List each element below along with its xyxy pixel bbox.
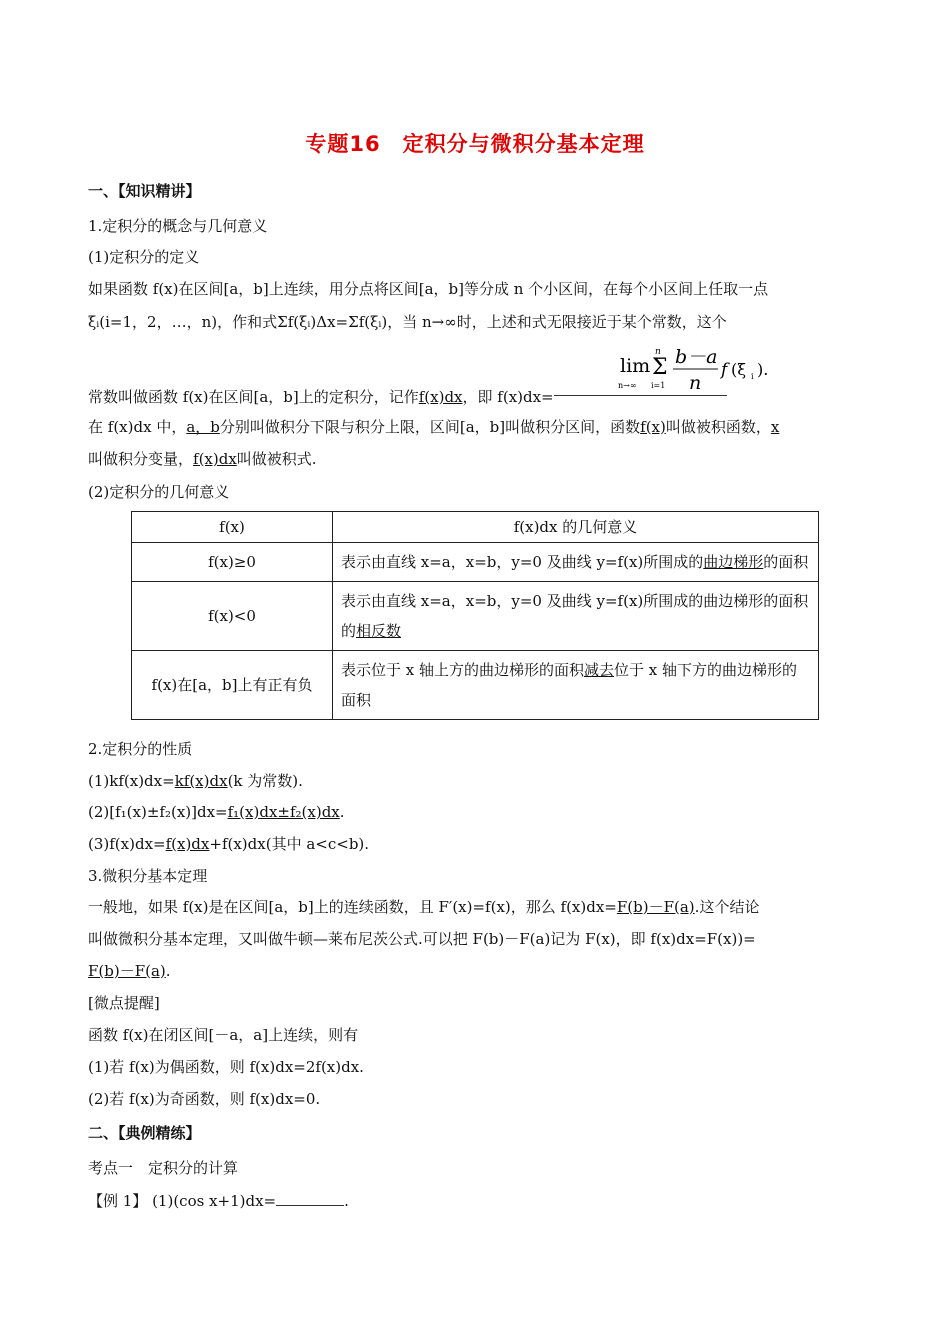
text: . bbox=[339, 803, 345, 821]
section-heading-examples: 二、【典例精练】 bbox=[88, 1124, 201, 1142]
text: (2)[f₁(x)±f₂(x)]dx= bbox=[88, 803, 228, 821]
text: 叫做被积函数， bbox=[665, 418, 771, 436]
table-cell bbox=[333, 651, 819, 720]
svg-text:i=1: i=1 bbox=[651, 381, 666, 390]
text: 表示由直线 x=a，x=b，y=0 及曲线 y=f(x)所围成的 bbox=[341, 553, 704, 571]
text: 分别叫做积分下限与积分上限，区间[a，b]叫做积分区间，函数 bbox=[219, 418, 641, 436]
property-line bbox=[88, 801, 868, 823]
underlined-answer: F(b)－F(a) bbox=[616, 898, 695, 916]
paragraph-line: ξᵢ(i=1，2，…，n)，作和式Σf(ξᵢ)Δx=Σf(ξᵢ)，当 n→∞时，上述和式无限接近于某个常数，这个 bbox=[88, 313, 727, 331]
text: 位于 x 轴下方的曲边梯形的面积 bbox=[341, 661, 798, 709]
subheading-properties: 2.定积分的性质 bbox=[88, 740, 193, 758]
paragraph-line: 如果函数 f(x)在区间[a，b]上连续，用分点将区间[a，b]等分成 n 个小区间，在每个小区间上任取一点 bbox=[88, 280, 769, 298]
underlined-answer: f(x) bbox=[640, 418, 666, 436]
svg-text:i: i bbox=[751, 372, 754, 381]
underlined-answer: 曲边梯形 bbox=[703, 553, 764, 571]
underlined-answer: a，b bbox=[186, 418, 220, 436]
svg-text:n: n bbox=[655, 347, 661, 357]
text: . bbox=[165, 962, 171, 980]
underlined-answer: F(b)－F(a) bbox=[88, 962, 166, 980]
paragraph-line bbox=[88, 386, 868, 408]
subheading-theorem: 3.微积分基本定理 bbox=[88, 867, 208, 885]
table-cell bbox=[333, 543, 819, 582]
svg-text:n: n bbox=[689, 372, 702, 394]
text: .这个结论 bbox=[694, 898, 760, 916]
table-cell: f(x)在[a，b]上有正有负 bbox=[132, 651, 333, 720]
svg-text:(ξ: (ξ bbox=[731, 360, 747, 379]
table-cell: f(x)≥0 bbox=[132, 543, 333, 582]
table-row bbox=[132, 512, 819, 543]
underlined-answer: f₁(x)dx±f₂(x)dx bbox=[227, 803, 340, 821]
property-line bbox=[88, 770, 868, 792]
underlined-answer: f(x)dx bbox=[165, 835, 210, 853]
fill-blank bbox=[276, 1191, 344, 1206]
example-question bbox=[88, 1190, 868, 1212]
table-row bbox=[132, 651, 819, 720]
text: 的面积 bbox=[763, 553, 809, 571]
fill-blank bbox=[554, 394, 727, 396]
underlined-answer: 减去 bbox=[584, 661, 615, 679]
table-cell: f(x)<0 bbox=[132, 582, 333, 651]
text: 叫做积分变量， bbox=[88, 450, 194, 468]
paragraph-line bbox=[88, 896, 868, 918]
underlined-answer: f(x)dx bbox=[418, 388, 463, 406]
svg-text:).: ). bbox=[757, 360, 769, 379]
svg-text:n→∞: n→∞ bbox=[618, 381, 637, 390]
underlined-answer: f(x)dx bbox=[193, 450, 237, 468]
text: 一般地，如果 f(x)是在区间[a，b]上的连续函数，且 F′(x)=f(x)，那么 f(x)dx= bbox=[88, 898, 617, 916]
tip-line: (1)若 f(x)为偶函数，则 f(x)dx=2f(x)dx. bbox=[88, 1058, 364, 1076]
svg-text:lim: lim bbox=[620, 355, 651, 377]
underlined-answer: x bbox=[770, 418, 780, 436]
topic-heading: 考点一 定积分的计算 bbox=[88, 1159, 239, 1177]
text: (3)f(x)dx= bbox=[88, 835, 166, 853]
text: +f(x)dx(其中 a<c<b). bbox=[209, 835, 370, 853]
page-title: 专题16 定积分与微积分基本定理 bbox=[305, 132, 645, 156]
table-cell bbox=[333, 582, 819, 651]
table-row bbox=[132, 582, 819, 651]
svg-text:b－a: b－a bbox=[675, 346, 718, 368]
paragraph-line bbox=[88, 960, 868, 982]
subheading-concept: 1.定积分的概念与几何意义 bbox=[88, 217, 268, 235]
underlined-answer: kf(x)dx bbox=[174, 772, 228, 790]
table-header-cell: f(x) bbox=[132, 512, 333, 543]
paragraph-line bbox=[88, 448, 868, 470]
text: . bbox=[344, 1192, 349, 1210]
text: 常数叫做函数 f(x)在区间[a，b]上的定积分，记作 bbox=[88, 388, 419, 406]
tip-line: 函数 f(x)在闭区间[－a，a]上连续，则有 bbox=[88, 1026, 359, 1044]
tip-heading: [微点提醒] bbox=[88, 994, 160, 1012]
table-header-cell: f(x)dx 的几何意义 bbox=[333, 512, 819, 543]
underlined-answer: 相反数 bbox=[356, 622, 402, 640]
svg-text:f: f bbox=[721, 360, 728, 380]
text: 表示由直线 x=a，x=b，y=0 及曲线 y=f(x)所围成的曲边梯形的面积的 bbox=[341, 592, 809, 640]
text: (1)kf(x)dx= bbox=[88, 772, 175, 790]
subheading-geometry: (2)定积分的几何意义 bbox=[88, 483, 230, 501]
text: 在 f(x)dx 中， bbox=[88, 418, 187, 436]
subheading-definition: (1)定积分的定义 bbox=[88, 248, 200, 266]
geometry-table bbox=[131, 511, 819, 720]
text: 表示位于 x 轴上方的曲边梯形的面积 bbox=[341, 661, 584, 679]
section-heading-knowledge: 一、【知识精讲】 bbox=[88, 182, 201, 200]
tip-line: (2)若 f(x)为奇函数，则 f(x)dx=0. bbox=[88, 1090, 321, 1108]
property-line bbox=[88, 833, 868, 855]
paragraph-line bbox=[88, 416, 868, 438]
svg-text:Σ: Σ bbox=[652, 355, 668, 380]
text: 【例 1】 (1)(cos x+1)dx= bbox=[88, 1192, 277, 1210]
paragraph-line: 叫做微积分基本定理，又叫做牛顿—莱布尼茨公式.可以把 F(b)－F(a)记为 F(x)，即 f(x)dx=F(x))= bbox=[88, 930, 756, 948]
table-row bbox=[132, 543, 819, 582]
text: ，即 f(x)dx= bbox=[462, 388, 554, 406]
text: (k 为常数). bbox=[227, 772, 303, 790]
text: 叫做被积式. bbox=[236, 450, 317, 468]
